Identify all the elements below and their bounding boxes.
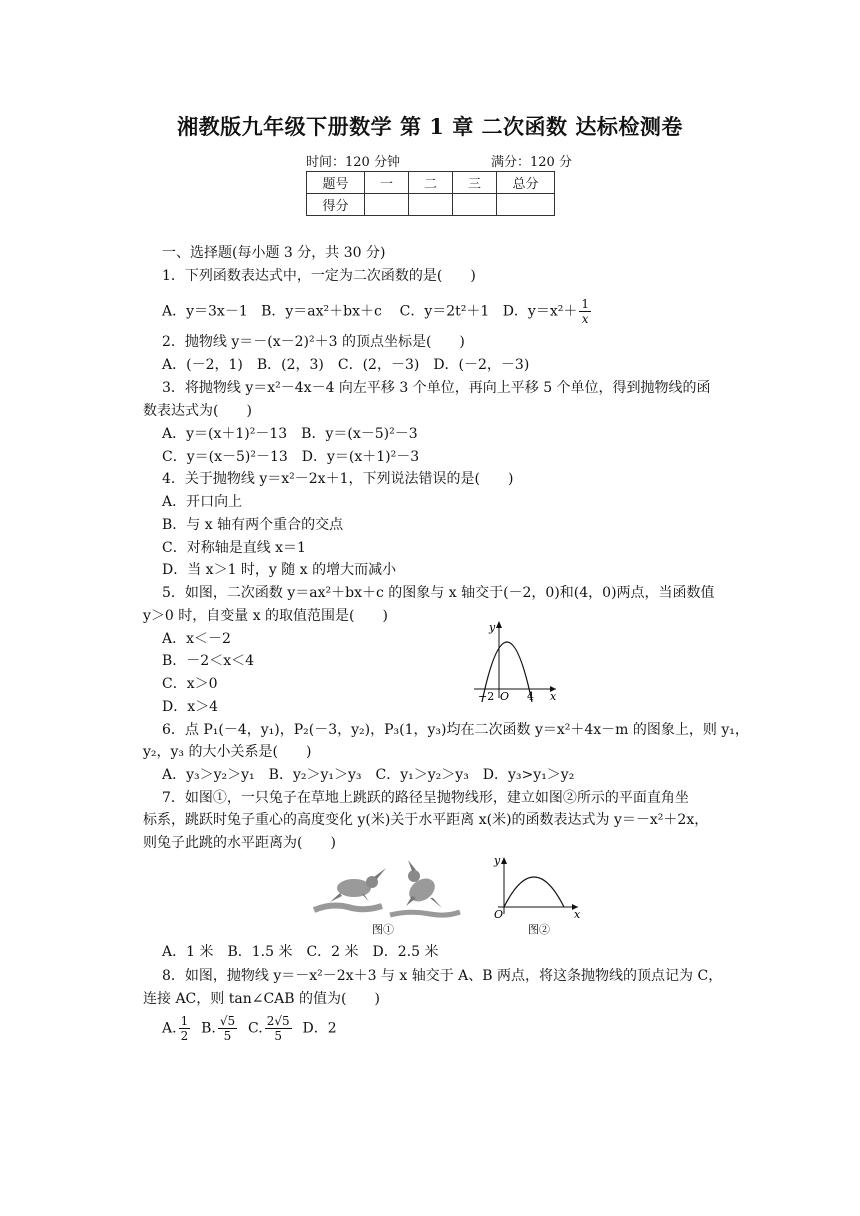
question-3-options-row1: A．y＝(x＋1)²－13 B．y＝(x－5)²－3 [162, 426, 418, 442]
numerator: 1 [581, 297, 589, 311]
option-b: B．与 x 轴有两个重合的交点 [162, 517, 344, 533]
denominator: 5 [274, 1029, 282, 1043]
parabola-figure-q7 [490, 852, 585, 938]
option-b: B．－2＜x＜4 [162, 653, 254, 669]
question-2-stem: 2．抛物线 y＝－(x－2)²＋3 的顶点坐标是( ) [162, 334, 465, 350]
grass-icon [314, 906, 382, 910]
question-5-stem: 5．如图，二次函数 y＝ax²＋bx＋c 的图象与 x 轴交于(－2，0)和(4，0)两点，当函数值 [162, 585, 715, 601]
score-table-cell: 题号 [307, 172, 365, 194]
grass-icon [390, 912, 460, 915]
origin-label: O [500, 690, 510, 703]
option-c: C．y＝2t²＋1 [399, 303, 490, 320]
question-8-stem: 8．如图，抛物线 y＝－x²－2x＋3 与 x 轴交于 A、B 两点，将这条抛物线的顶点记为 C， [162, 968, 723, 984]
question-7-options: A．1 米 B．1.5 米 C．2 米 D．2.5 米 [162, 944, 439, 960]
tick-label-neg2: −2 [478, 690, 495, 703]
question-7-stem-cont2: 则兔子此跳的水平距离为( ) [143, 835, 336, 851]
question-6-options: A．y₃＞y₂＞y₁ B．y₂＞y₁＞y₃ C．y₁＞y₂＞y₃ D．y₃>y₁＞y₂ [162, 767, 575, 783]
rabbit-icon [330, 868, 386, 902]
fraction [218, 1014, 237, 1043]
x-axis-label: x [550, 690, 557, 703]
fraction [579, 297, 591, 326]
fraction [179, 1014, 191, 1043]
option-d: D．当 x＞1 时，y 随 x 的增大而减小 [162, 562, 397, 578]
score-table-cell: 二 [409, 172, 453, 194]
question-3-options-row2: C．y＝(x－5)²－13 D．y＝(x＋1)²－3 [162, 449, 420, 465]
y-axis-label: y [489, 621, 496, 634]
numerator: 1 [180, 1014, 189, 1028]
option-d: D．x＞4 [162, 699, 219, 715]
option-b-label: B. [201, 1020, 216, 1037]
question-6-stem: 6．点 P₁(－4，y₁)，P₂(－3，y₂)，P₃(1，y₃)均在二次函数 y＝x²＋4x－m 的图象上，则 y₁， [162, 722, 749, 738]
score-table-cell: 三 [453, 172, 497, 194]
denominator: 5 [223, 1029, 232, 1043]
option-c-label: C. [248, 1020, 263, 1037]
numerator: √5 [219, 1014, 236, 1028]
option-d: D．2 [302, 1020, 337, 1037]
question-3-stem: 3．将抛物线 y＝x²－4x－4 向左平移 3 个单位，再向上平移 5 个单位，得到抛物线的函 [162, 380, 711, 396]
section-heading: 一、选择题(每小题 3 分，共 30 分) [162, 245, 386, 261]
time-limit: 时间：120 分钟 [306, 155, 400, 170]
question-2-options: A．(－2，1) B．(2，3) C．(2，－3) D．(－2，－3) [162, 357, 530, 373]
tick-label-4: 4 [527, 690, 534, 703]
rabbit-icon [405, 860, 442, 908]
question-8-options [162, 1014, 337, 1043]
question-7-stem-cont: 标系，跳跃时兔子重心的高度变化 y(米)关于水平距离 x(米)的函数表达式为 y＝－x²＋2x， [143, 812, 709, 828]
figure-2-caption: 图② [528, 923, 550, 936]
score-blank-cell[interactable] [409, 194, 453, 216]
option-c: C．x＞0 [162, 676, 218, 692]
option-a: A．y＝3x－1 [162, 303, 248, 320]
score-table-cell: 得分 [307, 194, 365, 216]
denominator: 2 [180, 1029, 189, 1043]
parabola-figure-q5 [470, 618, 565, 703]
option-a: A．开口向上 [162, 494, 243, 510]
option-a: A．x＜－2 [162, 631, 231, 647]
rabbit-figure-1 [312, 860, 462, 938]
score-table [306, 171, 555, 216]
parabola-curve [504, 877, 564, 907]
x-axis-label: x [574, 908, 581, 921]
question-8-stem-cont: 连接 AC，则 tan∠CAB 的值为( ) [143, 991, 380, 1007]
score-table-score-row [307, 194, 555, 216]
question-1-stem: 1．下列函数表达式中，一定为二次函数的是( ) [162, 268, 476, 284]
question-6-stem-cont: y₂，y₃ 的大小关系是( ) [143, 744, 312, 760]
option-c: C．对称轴是直线 x＝1 [162, 540, 306, 556]
y-axis-arrow [496, 621, 502, 628]
score-table-cell: 一 [365, 172, 409, 194]
question-3-stem-cont: 数表达式为( ) [143, 403, 252, 419]
question-7-stem: 7．如图①，一只兔子在草地上跳跃的路径呈抛物线形，建立如图②所示的平面直角坐 [162, 790, 689, 806]
score-blank-cell[interactable] [365, 194, 409, 216]
origin-label: O [494, 908, 504, 921]
score-table-cell: 总分 [497, 172, 555, 194]
figure-1-caption: 图① [372, 923, 394, 936]
score-blank-cell[interactable] [497, 194, 555, 216]
score-table-header-row [307, 172, 555, 194]
page-title: 湘教版九年级下册数学 第 1 章 二次函数 达标检测卷 [177, 114, 683, 139]
fraction [265, 1014, 292, 1043]
denominator: x [581, 312, 589, 326]
score-blank-cell[interactable] [453, 194, 497, 216]
y-axis-arrow [501, 857, 507, 864]
question-1-options [162, 297, 593, 326]
question-5-stem-cont: y＞0 时，自变量 x 的取值范围是( ) [143, 608, 388, 624]
full-score: 满分：120 分 [491, 155, 572, 170]
question-4-stem: 4．关于抛物线 y＝x²－2x＋1，下列说法错误的是( ) [162, 471, 514, 487]
y-axis-label: y [494, 854, 501, 867]
numerator: 2√5 [266, 1014, 290, 1028]
option-d: D．y＝x²＋ [502, 303, 578, 320]
option-a-label: A. [162, 1020, 177, 1037]
option-b: B．y＝ax²＋bx＋c [261, 303, 382, 320]
